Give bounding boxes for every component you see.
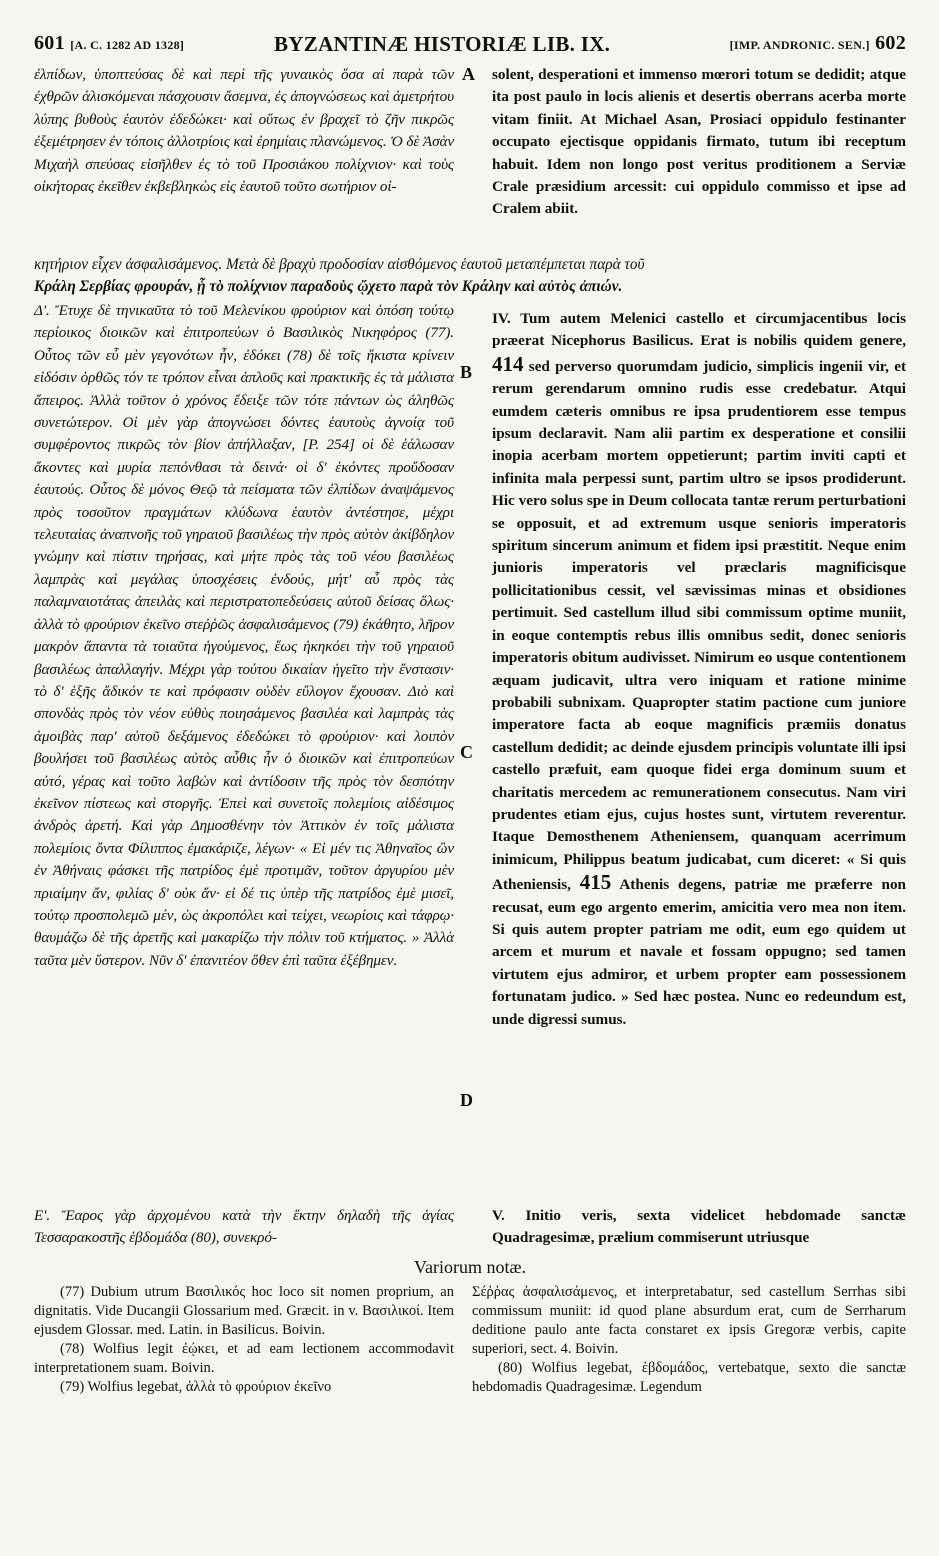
latin-column-upper (492, 64, 906, 221)
greek-paragraph-3: Ε'. Ἔαρος γὰρ ἀρχομένου κατὰ τὴν ἕκτην δηλαδὴ τῆς ἁγίας Τεσσαρακοστῆς ἑβδομάδα (80), συνεκρό- (34, 1207, 454, 1247)
margin-letter-d: D (460, 1090, 473, 1110)
greek-column-section5 (34, 1205, 454, 1250)
latin-text-2c: Athenis degens, patriæ me præferre non recusat, eum ego argento emerim, amicitia vero mea non item. Si quis autem propter patriam me odit, eum ego quidem ut arcem et murum et navale et fossam oppugno; sed tamen virtutem ejus admiror, et urbem propter eam possessionem fortunatam judico. » Sed hæc postea. Nunc eo redeundum est, unde digressi sumus. (492, 876, 907, 1028)
note-78: (78) Wolfius legit ἐῴκει, et ad eam lectionem accommodavit interpretationem suam. Boivin. (34, 1341, 454, 1376)
emperor-label: [IMP. ANDRONIC. SEN.] (729, 38, 870, 52)
notes-right-column (472, 1283, 906, 1397)
note-79-continued: Σέῤῥας ἀσφαλισάμενος, et interpretabatur, sed castellum Serrhas sibi commissum muniit: id quod plane absurdum erat, cum de Serrharum deditione paulo ante facta constaret ex ipsis Gregoræ verbis, capite superiori, sect. 4. Boivin. (472, 1284, 906, 1357)
greek-column-upper (34, 64, 454, 198)
section-five (34, 1205, 906, 1257)
notes-title: Variorum notæ. (414, 1257, 526, 1277)
latin-column-section5 (492, 1205, 906, 1250)
running-header (34, 32, 906, 64)
page-number-left: 601 (34, 32, 65, 54)
book-page (34, 32, 906, 1532)
latin-text-2b: sed perverso quorumdam judicio, simplicis ingenii vir, et rerum gerendarum omnino rudis esse credebatur. Atqui eumdem cæteris omnibus re ipsa prudentiorem esse tempus ipsum declaravit. Nam alii partim ex desperatione et consilii inopia acerbam mortem oppetierunt; partim inviti capti et infinita mala perpessi sunt, partim ultro se ipsos prodiderunt. Hic vero solus spe in Deum collocata tantæ rerum perturbationi se opposuit, et ad extremum usque senioris imperatoris spiritum sincerum animum et fidem ipsi præstitit. Neque enim junioris imperatoris vel præclaris magnificisque pollicitationibus cessit, vel sævissimas minas et obsidiones pertimuit. Sed castellum illud sibi commissum optime muniit, in eoque contemptis rebus illis omnibus sedit, donec senioris imperatoris obitum audivisset. Nimirum eo usque contentionem æquam judicavit, ultra vero iniquam et ratione minime probabili subnixam. Quapropter statim pactione cum juniore imperatore facta ab eoque magnificis præmiis donatus castellum dedidit; ac deinde ejusdem principis voluntate illi ipsi castello præfuit, eam quoque fidei erga dominum suum et charitatis mercedem ac remunerationem consecutus. Nam viri prudentes etiam ejus, cujus hostes sunt, virtutem reverentur. Itaque Demosthenem Atheniensem, quanquam acerrimum inimicum, Philippus beatum judicabat, cum diceret: « Si quis Atheniensis, (492, 357, 907, 894)
notes-heading-row (34, 1257, 906, 1283)
note-77: (77) Dubium utrum Βασιλικός hoc loco sit nomen proprium, an dignitatis. Vide Ducangii Glossarium med. Græcit. in v. Βασιλικοί. Item ejusdem Glossar. med. Latin. in Basilicus. Boivin. (34, 1284, 454, 1338)
notes-left-column (34, 1283, 454, 1397)
main-columns (34, 300, 906, 1205)
page-marker-414: 414 (492, 351, 524, 376)
greek-column-main (34, 300, 454, 972)
latin-text-2a: IV. Tum autem Melenici castello et circumjacentibus locis præerat Nicephorus Basilicus. Erat is nobilis quidem genere, (492, 310, 906, 350)
spanning-lines (34, 254, 906, 300)
margin-letter-c: C (460, 742, 473, 762)
margin-letter-b: B (460, 362, 473, 382)
latin-paragraph-3: V. Initio veris, sexta videlicet hebdomade sanctæ Quadragesimæ, prælium commiserunt utriusque (492, 1207, 906, 1247)
margin-letter-a: A (462, 64, 475, 84)
note-80: (80) Wolfius legebat, ἑβδομάδος, vertebatque, sexto die sanctæ hebdomadis Quadragesimæ. Legendum (472, 1360, 906, 1395)
greek-paragraph-2: Δ'. Ἔτυχε δὲ τηνικαῦτα τὸ τοῦ Μελενίκου φρούριον καὶ ὁπόση τούτῳ περίοικος διοικῶν καὶ ἐπιτροπεύων ὁ Βασιλικὸς Νικηφόρος (77). Οὗτος τῶν εὖ μὲν γεγονότων ἦν, ἐδόκει (78) δὲ τοῖς ἥκιστα κρίνειν εἰδόσιν ὀρθῶς τόν τε τρόπον εἶναι ἁπλοῦς καὶ πρακτικῆς ἐς τὰ μάλιστα ἄπειρος. Ἀλλὰ τοῦτον ὁ χρόνος ἔδειξε τῶν τότε πάντων ὡς ἀληθῶς συνετώτερον. Οἱ μὲν γὰρ ἀπογνώσει δόντες ἑαυτοὺς ἀγνοίᾳ τοῦ συμφέροντος πικρῶς τὸν βίον ἀπήλλαξαν, [P. 254] οἱ δὲ ἑάλωσαν ἄκοντες καὶ μυρία πεπόνθασι τὰ δεινά· οἱ δ' ἑκόντες προὔδοσαν ἑαυτούς. Οὗτος δὲ μόνος Θεῷ τὰ πείσματα τῶν ἐλπίδων ἀναψάμενος πρὸς τοσοῦτον πραγμάτων κλύδωνα ἑαυτὸν ἀντέστησε, μέχρι τελευταίας ἀναπνοῆς τοῦ γηραιοῦ βασιλέως τὴν πρὸς αὐτὸν ἀκίβδηλον γνώμην καὶ πίστιν τηρήσας, καὶ μήτε πρὸς τὰς τοῦ νέου βασιλέως λαμπρὰς καὶ μεγάλας ὑποσχέσεις ἐνδούς, μήτ' αὖ πρὸς τὰς παλαμναιοτάτας ἀπειλὰς καὶ περιστρατοπεδεύσεις αὐτοῦ δείσας ὅλως· ἀλλὰ τὸ φρούριον ἐκεῖνο στεῤῥῶς ἀσφαλισάμενος (79) ἐκάθητο, λῆρον μακρὸν ἅπαντα τὰ τοιαῦτα ἡγούμενος, ἕως ἠκηκόει τὴν τοῦ γηραιοῦ βασιλέως ἀπαλλαγήν. Μέχρι γὰρ τούτου δικαίαν ἡγεῖτο τὴν ἔνστασιν· τὸ δ' ἑξῆς ἄδικόν τε καὶ πρόφασιν οὐδὲν εὔλογον ἔχουσαν. Διὸ καὶ σπονδὰς πρὸς τὸν νέον εὐθὺς ποιησάμενος βασιλέα καὶ λαμπρὰς τὰς ἀμοιβὰς παρ' αὐτοῦ δεξάμενος ἐδεδώκει τὸ φρούριον· καὶ λοιπὸν βουλήσει τοῦ βασιλέως αὐτὸς αὖθις ἦν ὁ διοικῶν καὶ ἐπιτροπεύων αὐτό, γέρας καὶ τοῦτο λαβὼν καὶ ἀντίδοσιν τῆς πρὸς τὸν δεσπότην ἐκεῖνον πίστεως καὶ στοργῆς. Ἐπεὶ καὶ συνετοῖς πολεμίοις αἰδέσιμος ἀνδρὸς ἀρετή. Καὶ γὰρ Δημοσθένην τὸν Ἀττικὸν ἐν τοῖς μάλιστα πολεμίοις ὄντα Φίλιππος ἐμακάριζε, λέγων· « Εἰ μέν τις Ἀθηναῖος ὢν ἐν Ἀθήναις φάσκει τῆς πατρίδος ἐμὲ προτιμᾶν, τοῦτον ἀργυρίου μὲν πριαίμην ἄν, φιλίας δ' οὐκ ἄν· εἰ δέ τις ὑπὲρ τῆς πατρίδος ἐμὲ μισεῖ, τούτῳ προσπολεμῶ μέν, ὡς ἀκροπόλει καὶ τείχει, νεωρίοις καὶ τάφρῳ· θαυμάζω δὲ τῆς ἀρετῆς καὶ μακαρίζω τὴν πόλιν τοῦ κτήματος. » Ἀλλὰ ταῦτα μὲν ὕστερον. Νῦν δ' ἐπανιτέον ὅθεν ἐπὶ ταῦτα ἐξέβημεν. (34, 302, 454, 969)
note-79: (79) Wolfius legebat, ἀλλὰ τὸ φρούριον ἐκεῖνο (60, 1379, 332, 1395)
variorum-notes (34, 1283, 906, 1433)
latin-paragraph-1: solent, desperationi et immenso mœrori totum se dedidit; atque ita post paulo in locis alienis et desertis oberrans acerba morte vitam finiit. At Michael Asan, Prosiaci oppidulo festinanter occupato ejectisque oppidanis firmato, tutum ibi receptum habuit. Idem non longo post veritus proditionem a Serviæ Crale præsidium arcessit: cui oppidulo commisso et ipse ad Cralem abiit. (492, 66, 906, 218)
page-number-right: 602 (875, 32, 906, 54)
book-title: BYZANTINÆ HISTORIÆ LIB. IX. (274, 32, 611, 56)
header-right (730, 32, 906, 55)
upper-columns (34, 64, 906, 254)
latin-paragraph-2 (492, 308, 906, 1031)
latin-column-main (492, 308, 906, 1031)
greek-span-line-1: κητήριον εἶχεν ἀσφαλισάμενος. Μετὰ δὲ βραχὺ προδοσίαν αἰσθόμενος ἑαυτοῦ μεταπέμπεται παρὰ τοῦ (34, 256, 645, 273)
date-range: [A. C. 1282 AD 1328] (70, 38, 185, 52)
greek-paragraph-1: ἐλπίδων, ὑποπτεύσας δὲ καὶ περὶ τῆς γυναικὸς ὅσα αἱ παρὰ τῶν ἐχθρῶν ἁλισκόμεναι πάσχουσιν ἄσεμνα, ἐς ἀπογνώσεως καὶ ἀμετρήτου λύπης βυθοὺς ἑαυτὸν ἐδεδώκει· καὶ οὕτως ἐν βραχεῖ τὸ ζῆν πικρῶς ἐξεμέτρησεν ἐν τόποις ἀλλοτρίοις καὶ ἐρημίαις πλανώμενος. Ὁ δὲ Ἀσὰν Μιχαὴλ σπεύσας εἰσῆλθεν ἐς τὸ τοῦ Προσιάκου πολίχνιον· καὶ τοὺς οἰκήτορας ἐκεῖθεν ἐκβεβληκὼς εἰς ἑαυτοῦ τοῦτο σωτήριον οἰ- (34, 66, 454, 196)
greek-span-line-2: Κράλη Σερβίας φρουράν, ᾗ τὸ πολίχνιον παραδοὺς ᾤχετο παρὰ τὸν Κράλην καὶ αὐτὸς ἀπιών. (34, 278, 623, 295)
header-left (34, 32, 184, 55)
page-marker-415: 415 (579, 870, 612, 895)
